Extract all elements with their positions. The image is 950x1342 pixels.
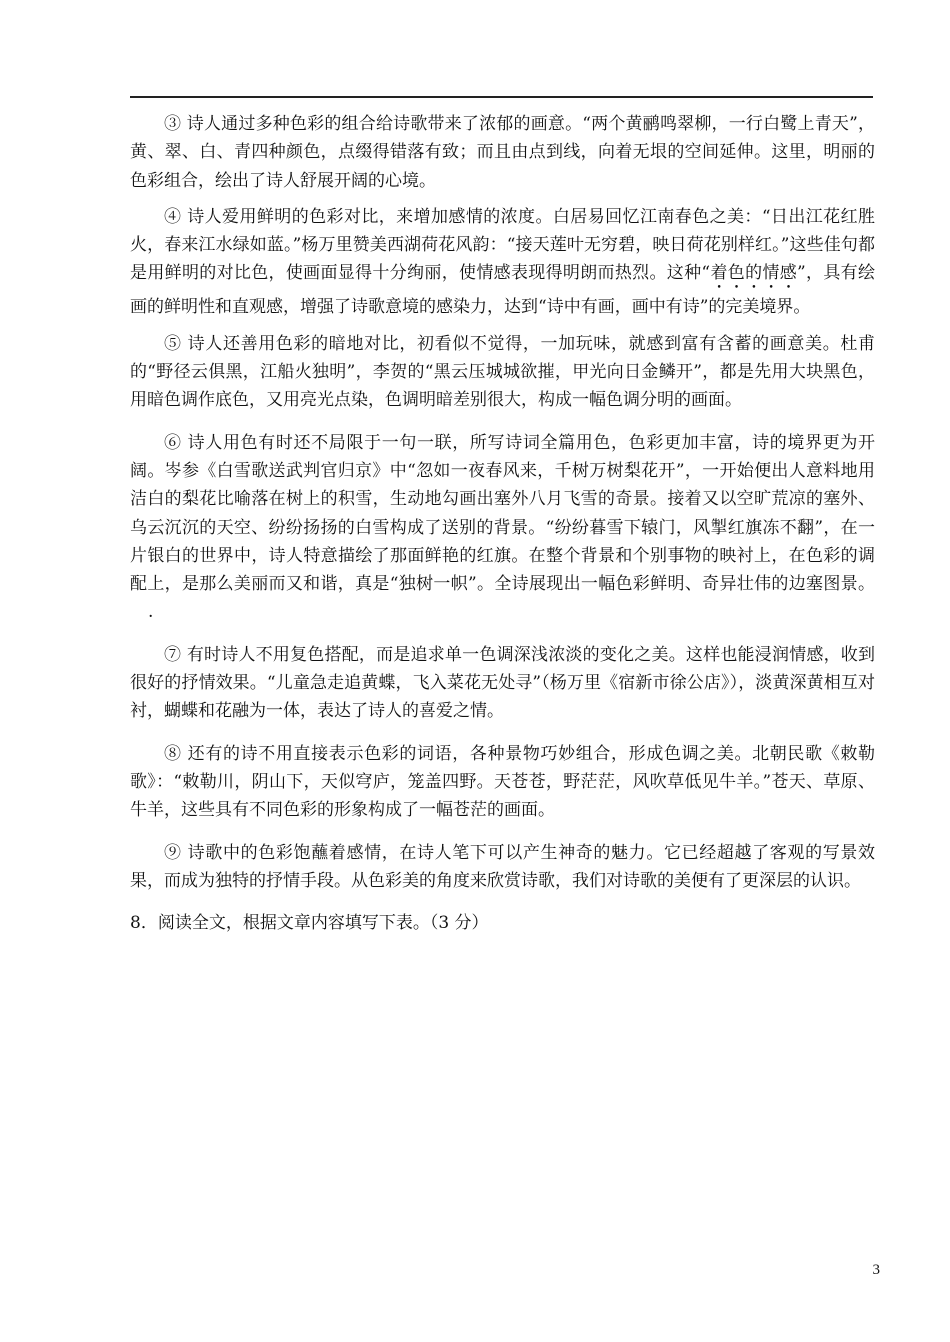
paragraph-6-text: ⑥ 诗人用色有时还不局限于一句一联，所写诗词全篇用色，色彩更加丰富，诗的境界更为开阔。岑参《白雪歌送武判官归京》中“忽如一夜春风来，千树万树梨花开”，一开始便出人意料地用洁白的梨花比喻落在树上的积雪，生动地勾画出塞外八月飞雪的奇景。接着又以空旷荒凉的塞外、乌云沉沉的天空、纷纷扬扬的白雪构成了送别的背景。“纷纷暮雪下辕门，风掣红旗冻不翻”，在一片银白的世界中，诗人特意描绘了那面鲜艳的红旗。在整个背景和个别事物的映衬上，在色彩的调配上，是那么美丽而又和谐，真是“独树一帜”。全诗展现出一幅色彩鲜明、奇异壮伟的边塞图景。 bbox=[130, 432, 875, 595]
header-rule bbox=[130, 96, 873, 98]
question-8: 8．阅读全文，根据文章内容填写下表。（3 分） bbox=[130, 913, 489, 934]
emphasized-phrase: 着色的情感 bbox=[710, 263, 798, 284]
paragraph-6 bbox=[130, 429, 875, 627]
paragraph-4-part-b: ”，具有绘画的鲜明性和直观感，增强了诗歌意境的感染力，达到“诗中有画，画中有诗”的完美境界。 bbox=[130, 263, 875, 318]
paragraph-4-part-a: ④ 诗人爱用鲜明的色彩对比，来增加感情的浓度。白居易回忆江南春色之美：“日出江花红胜火，春来江水绿如蓝。”杨万里赞美西湖荷花风韵：“接天莲叶无穷碧，映日荷花别样红。”这些佳句都是用鲜明的对比色，使画面显得十分绚丽，使情感表现得明朗而热烈。这种“ bbox=[130, 206, 875, 284]
page-number: 3 bbox=[872, 1262, 880, 1278]
paragraph-7: ⑦ 有时诗人不用复色搭配，而是追求单一色调深浅浓淡的变化之美。这样也能浸润情感，收到很好的抒情效果。“儿童急走追黄蝶，飞入菜花无处寻”（杨万里《宿新市徐公店》），淡黄深黄相互对衬，蝴蝶和花融为一体，表达了诗人的喜爱之情。 bbox=[130, 644, 875, 722]
paragraph-8: ⑧ 还有的诗不用直接表示色彩的词语，各种景物巧妙组合，形成色调之美。北朝民歌《敕勒歌》：“敕勒川，阴山下，天似穹庐，笼盖四野。天苍苍，野茫茫，风吹草低见牛羊。”苍天、草原、牛羊，这些具有不同色彩的形象构成了一幅苍茫的画面。 bbox=[130, 743, 875, 821]
paragraph-3: ③ 诗人通过多种色彩的组合给诗歌带来了浓郁的画意。“两个黄鹂鸣翠柳，一行白鹭上青天”，黄、翠、白、青四种颜色，点缀得错落有致；而且由点到线，向着无垠的空间延伸。这里，明丽的色彩组合，绘出了诗人舒展开阔的心境。 bbox=[130, 114, 875, 191]
paragraph-4 bbox=[130, 203, 875, 322]
paragraph-9: ⑨ 诗歌中的色彩饱蘸着感情，在诗人笔下可以产生神奇的魅力。它已经超越了客观的写景效果，而成为独特的抒情手段。从色彩美的角度来欣赏诗歌，我们对诗歌的美便有了更深层的认识。 bbox=[130, 842, 875, 891]
paragraph-5: ⑤ 诗人还善用色彩的暗地对比，初看似不觉得，一加玩味，就感到富有含蓄的画意美。杜甫的“野径云俱黑，江船火独明”，李贺的“黑云压城城欲摧，甲光向日金鳞开”，都是先用大块黑色，用暗色调作底色，又用亮光点染，色调明暗差别很大，构成一幅色调分明的画面。 bbox=[130, 333, 875, 411]
stray-dot: . bbox=[148, 602, 154, 623]
article-body bbox=[130, 110, 875, 937]
